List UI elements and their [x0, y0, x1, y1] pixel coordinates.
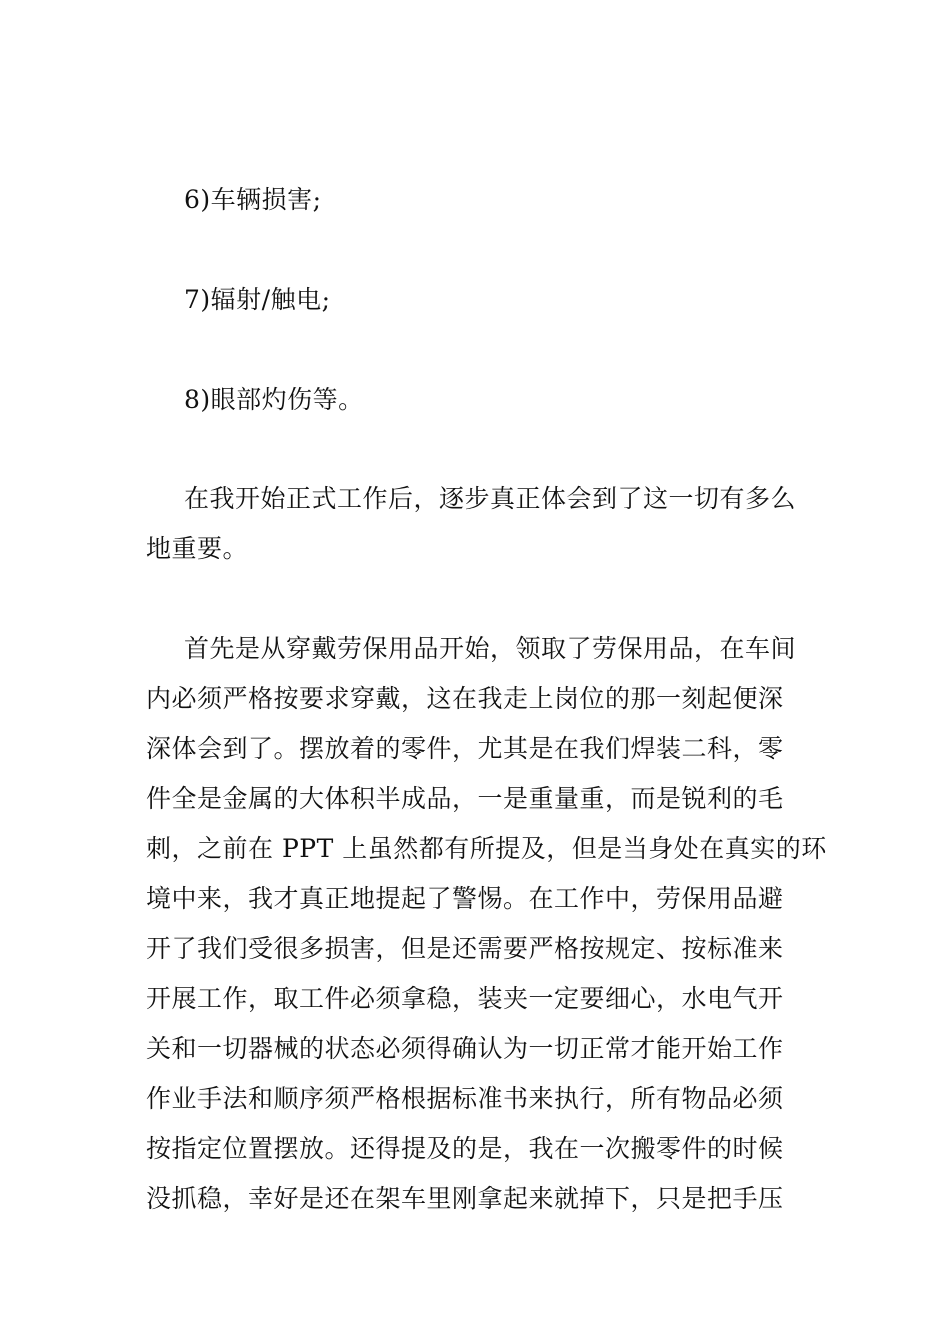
- paragraph-line: 内必须严格按要求穿戴，这在我走上岗位的那一刻起便深: [146, 684, 784, 713]
- paragraph-line: 按指定位置摆放。还得提及的是，我在一次搬零件的时候: [146, 1134, 784, 1163]
- paragraph-line: 关和一切器械的状态必须得确认为一切正常才能开始工作: [146, 1034, 784, 1063]
- list-item-6: 6)车辆损害;: [184, 185, 322, 214]
- paragraph-line: 没抓稳，幸好是还在架车里刚拿起来就掉下，只是把手压: [146, 1184, 784, 1213]
- paragraph-line: 境中来，我才真正地提起了警惕。在工作中，劳保用品避: [146, 884, 784, 913]
- paragraph-line: 开展工作，取工件必须拿稳，装夹一定要细心，水电气开: [146, 984, 784, 1013]
- paragraph-line: 在我开始正式工作后，逐步真正体会到了这一切有多么: [184, 484, 797, 513]
- paragraph-line: 件全是金属的大体积半成品，一是重量重，而是锐利的毛: [146, 784, 784, 813]
- list-item-7: 7)辐射/触电;: [184, 285, 331, 314]
- paragraph-line: 深体会到了。摆放着的零件，尤其是在我们焊装二科，零: [146, 734, 784, 763]
- paragraph-line: 开了我们受很多损害，但是还需要严格按规定、按标准来: [146, 934, 784, 963]
- paragraph-line: 作业手法和顺序须严格根据标准书来执行，所有物品必须: [146, 1084, 784, 1113]
- paragraph-line: 刺，之前在 PPT 上虽然都有所提及，但是当身处在真实的环: [146, 834, 827, 863]
- paragraph-line: 首先是从穿戴劳保用品开始，领取了劳保用品，在车间: [184, 634, 797, 663]
- list-item-8: 8)眼部灼伤等。: [184, 385, 364, 414]
- paragraph-line: 地重要。: [146, 534, 249, 563]
